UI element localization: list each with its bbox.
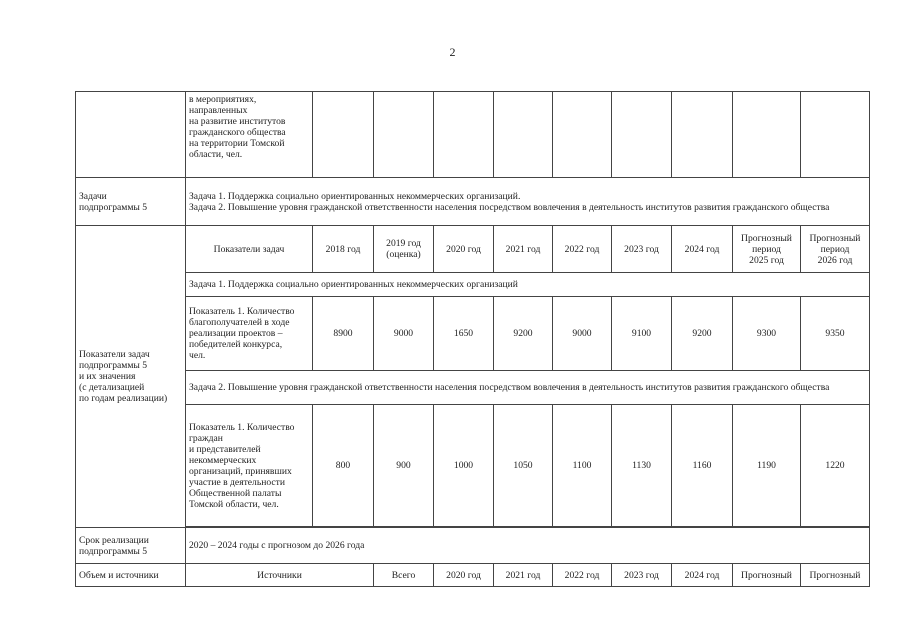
task-2-title: Задача 2. Повышение уровня гражданской ответственности населения посредством вовлечения в деятельность институтов развития гражданского общества (186, 371, 870, 405)
indicator-1-name: Показатель 1. Количество благополучателей в ходе реализации проектов – победителей конкурса, чел. (186, 297, 313, 371)
indicator-1-value: 8900 (313, 297, 374, 371)
indicators-label: Показатели задач подпрограммы 5 и их значения (с детализацией по годам реализации) (76, 226, 186, 528)
tasks-cell (186, 178, 870, 226)
funding-header-2021: 2021 год (494, 564, 553, 587)
task-2-text: Задача 2. Повышение уровня гражданской ответственности населения посредством вовлечения в деятельность институтов развития гражданского общества (189, 201, 830, 213)
indicators-header-row (76, 226, 870, 273)
indicator-2-value: 1190 (733, 405, 801, 527)
indicator-1-row (76, 297, 870, 371)
term-value: 2020 – 2024 годы с прогнозом до 2026 года (186, 528, 870, 564)
indicator-2-value: 1130 (612, 405, 672, 527)
header-2026: Прогнозный период 2026 год (801, 226, 870, 273)
page-number: 2 (449, 45, 456, 59)
indicator-1-value: 9000 (374, 297, 434, 371)
header-2021: 2021 год (494, 226, 553, 273)
indicator-2-value: 1160 (672, 405, 733, 527)
indicator-2-value: 1220 (801, 405, 870, 527)
indicator-2-row (76, 405, 870, 527)
funding-header-2022: 2022 год (553, 564, 612, 587)
funding-header-2020: 2020 год (434, 564, 494, 587)
indicator-2-value: 1000 (434, 405, 494, 527)
indicator-1-value: 9350 (801, 297, 870, 371)
funding-header-forecast-2: Прогнозный (801, 564, 870, 587)
header-2023: 2023 год (612, 226, 672, 273)
continuation-row (76, 92, 870, 178)
indicator-2-name: Показатель 1. Количество граждан и представителей некоммерческих организаций, принявших участие в деятельности Общественной палаты Томской области, чел. (186, 405, 313, 527)
funding-header-sources: Источники (186, 564, 374, 587)
term-row (76, 528, 870, 564)
indicator-2-value: 1100 (553, 405, 612, 527)
indicator-1-value: 9000 (553, 297, 612, 371)
funding-label: Объем и источники (76, 564, 186, 587)
task-2-row (76, 371, 870, 405)
funding-header-total: Всего (374, 564, 434, 587)
indicator-1-value: 1650 (434, 297, 494, 371)
indicator-2-value: 900 (374, 405, 434, 527)
funding-header-2023: 2023 год (612, 564, 672, 587)
task-1-text: Задача 1. Поддержка социально ориентированных некоммерческих организаций. (189, 190, 521, 202)
header-2025: Прогнозный период 2025 год (733, 226, 801, 273)
term-label: Срок реализации подпрограммы 5 (76, 528, 186, 564)
indicator-text-continuation: в мероприятиях, направленных на развитие институтов гражданского общества на территории Томской области, чел. (186, 92, 313, 178)
tasks-row (76, 178, 870, 226)
task-1-row (76, 273, 870, 297)
passport-table (75, 91, 870, 587)
indicator-1-value: 9200 (494, 297, 553, 371)
funding-header-2024: 2024 год (672, 564, 733, 587)
funding-row (76, 564, 870, 587)
header-2024: 2024 год (672, 226, 733, 273)
task-1-title: Задача 1. Поддержка социально ориентированных некоммерческих организаций (186, 273, 870, 297)
header-indicators: Показатели задач (186, 226, 313, 273)
indicator-2-value: 1050 (494, 405, 553, 527)
funding-header-forecast-1: Прогнозный (733, 564, 801, 587)
indicator-1-value: 9100 (612, 297, 672, 371)
header-2019: 2019 год (оценка) (374, 226, 434, 273)
indicator-2-value: 800 (313, 405, 374, 527)
indicator-1-value: 9200 (672, 297, 733, 371)
header-2018: 2018 год (313, 226, 374, 273)
header-2022: 2022 год (553, 226, 612, 273)
tasks-label: Задачи подпрограммы 5 (76, 178, 186, 226)
header-2020: 2020 год (434, 226, 494, 273)
indicator-1-value: 9300 (733, 297, 801, 371)
